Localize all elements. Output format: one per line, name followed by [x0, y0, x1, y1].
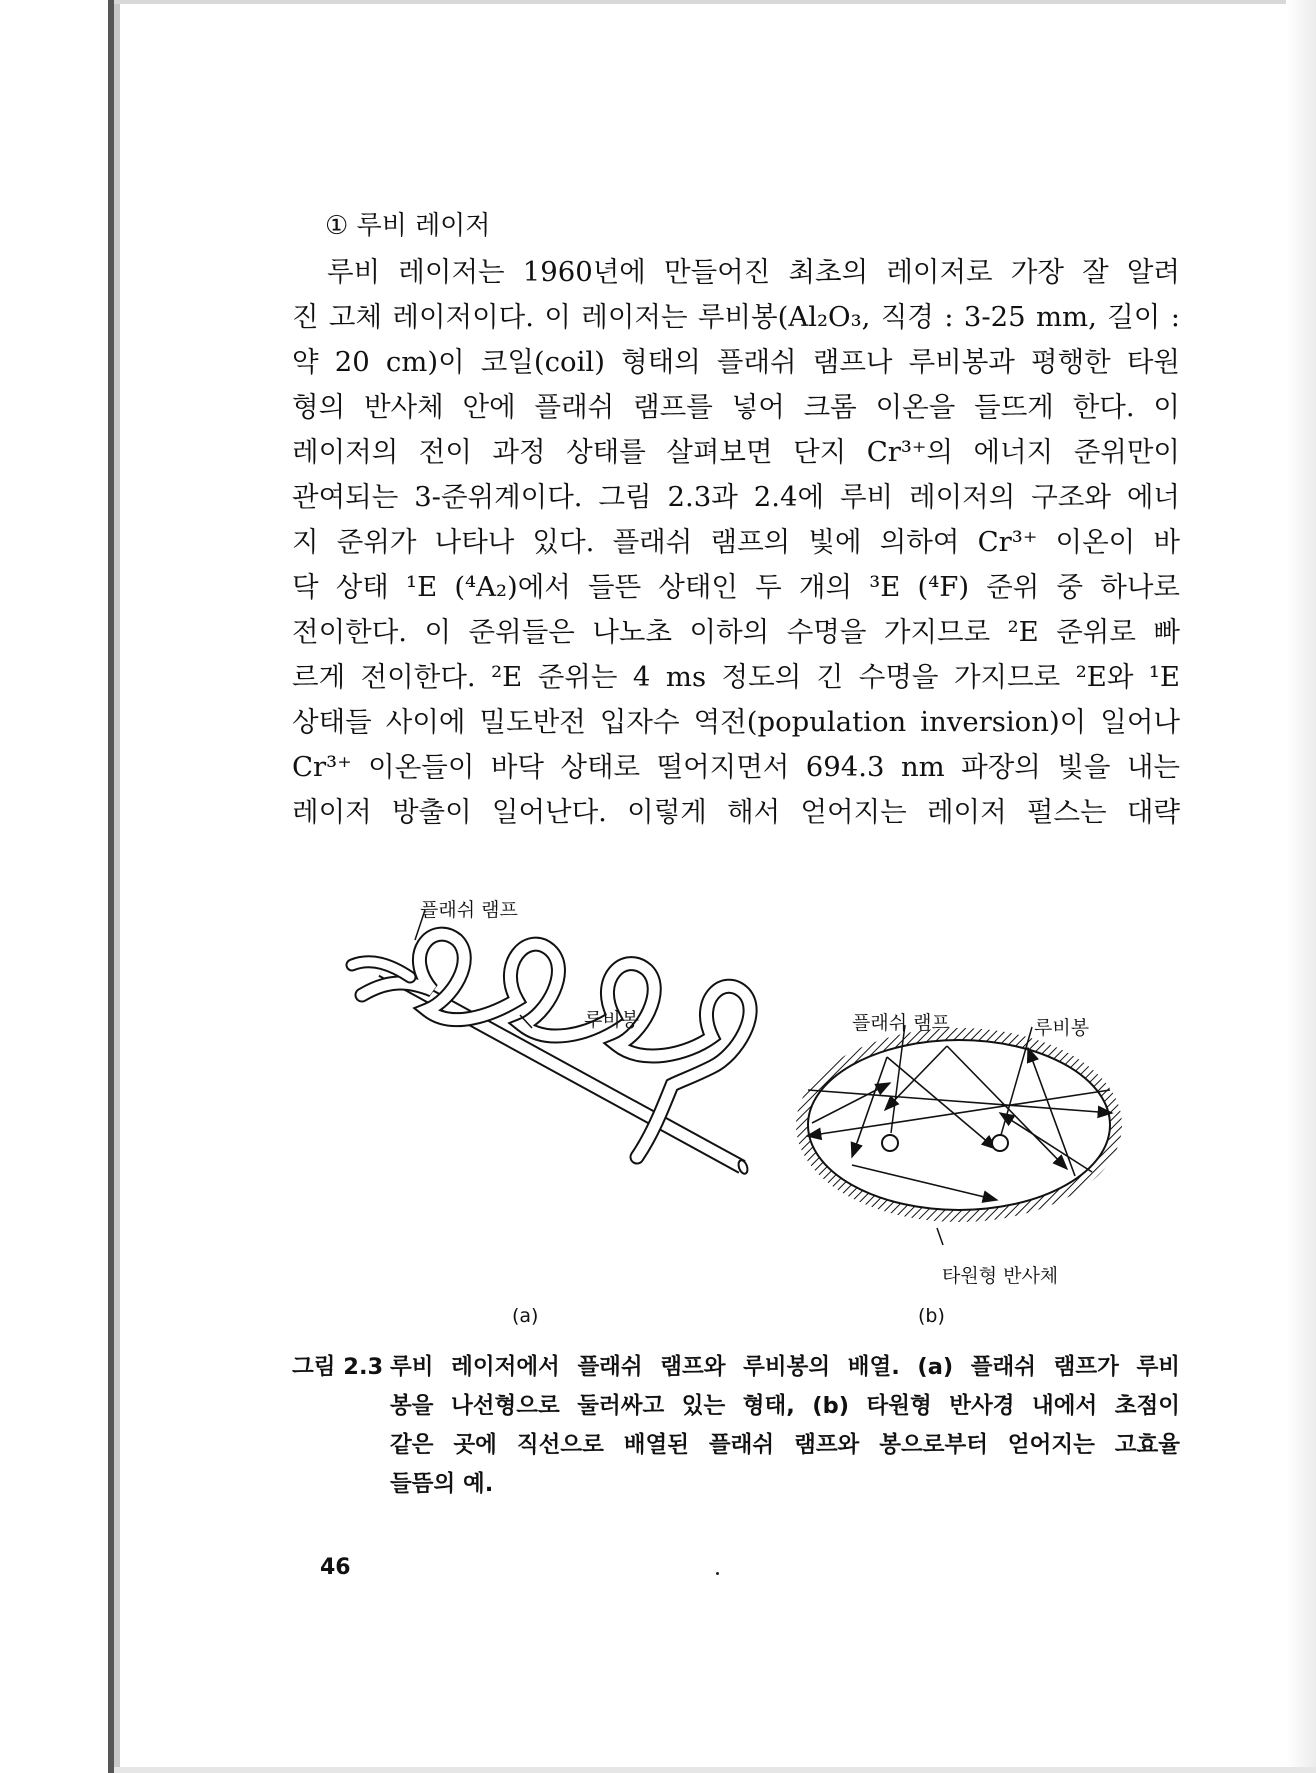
flash-lamp-focus: [882, 1135, 898, 1151]
body-line: 형의 반사체 안에 플래쉬 램프를 넣어 크롬 이온을 들뜨게 한다. 이: [292, 391, 1180, 423]
caption-line: 봉을 나선형으로 둘러싸고 있는 형태, (b) 타원형 반사경 내에서 초점이: [390, 1393, 1180, 1419]
flash-lamp-label-b: 플래쉬 램프: [852, 1012, 950, 1034]
body-line: Cr³⁺ 이온들이 바닥 상태로 떨어지면서 694.3 nm 파장의 빛을 내는: [292, 751, 1180, 783]
caption-line: 들뜸의 예.: [390, 1471, 494, 1497]
figure-caption: [292, 1348, 1180, 1504]
body-line: 진 고체 레이저이다. 이 레이저는 루비봉(Al₂O₃, 직경 : 3-25 mm, 길이 :: [292, 301, 1180, 333]
print-dot: [716, 1572, 719, 1575]
body-line: 르게 전이한다. ²E 준위는 4 ms 정도의 긴 수명을 가지므로 ²E와 ¹E: [292, 661, 1180, 693]
flash-lamp-coil-drawing: [352, 934, 750, 1157]
reflector-label: 타원형 반사체: [942, 1265, 1059, 1287]
body-line: 지 준위가 나타나 있다. 플래쉬 램프의 빛에 의하여 Cr³⁺ 이온이 바: [292, 526, 1180, 558]
panel-label-a: (a): [512, 1305, 539, 1327]
caption-line: 같은 곳에 직선으로 배열된 플래쉬 램프와 봉으로부터 얻어지는 고효율: [390, 1432, 1180, 1458]
section-heading: ① 루비 레이저: [325, 211, 491, 241]
caption-number: 그림 2.3: [292, 1354, 384, 1380]
body-line: 루비 레이저는 1960년에 만들어진 최초의 레이저로 가장 잘 알려: [327, 256, 1180, 288]
caption-line: 루비 레이저에서 플래쉬 램프와 루비봉의 배열. (a) 플래쉬 램프가 루비: [390, 1354, 1180, 1380]
body-line: 닥 상태 ¹E (⁴A₂)에서 들뜬 상태인 두 개의 ³E (⁴F) 준위 중 하나로: [292, 571, 1180, 603]
ruby-rod-label-a: 루비봉: [584, 1009, 640, 1031]
ruby-rod-label-b: 루비봉: [1034, 1017, 1090, 1039]
body-line: 약 20 cm)이 코일(coil) 형태의 플래쉬 램프나 루비봉과 평행한 타원: [292, 346, 1180, 378]
elliptical-reflector-drawing: [796, 1028, 1122, 1222]
body-paragraph: [292, 250, 1180, 835]
panel-label-b: (b): [918, 1305, 945, 1327]
body-line: 레이저의 전이 과정 상태를 살펴보면 단지 Cr³⁺의 에너지 준위만이: [292, 436, 1180, 468]
body-line: 레이저 방출이 일어난다. 이렇게 해서 얻어지는 레이저 펄스는 대략: [292, 796, 1180, 828]
page-number: 46: [320, 1555, 351, 1580]
body-line: 전이한다. 이 준위들은 나노초 이하의 수명을 가지므로 ²E 준위로 빠: [292, 616, 1180, 648]
ruby-rod-focus: [992, 1135, 1008, 1151]
reflector-leader: [937, 1228, 943, 1245]
figure-2-3: [292, 895, 1192, 1335]
body-line: 상태들 사이에 밀도반전 입자수 역전(population inversion)이 일어나: [292, 706, 1180, 738]
body-line: 관여되는 3-준위계이다. 그림 2.3과 2.4에 루비 레이저의 구조와 에너: [292, 481, 1180, 513]
flash-lamp-label-a: 플래쉬 램프: [420, 899, 518, 921]
